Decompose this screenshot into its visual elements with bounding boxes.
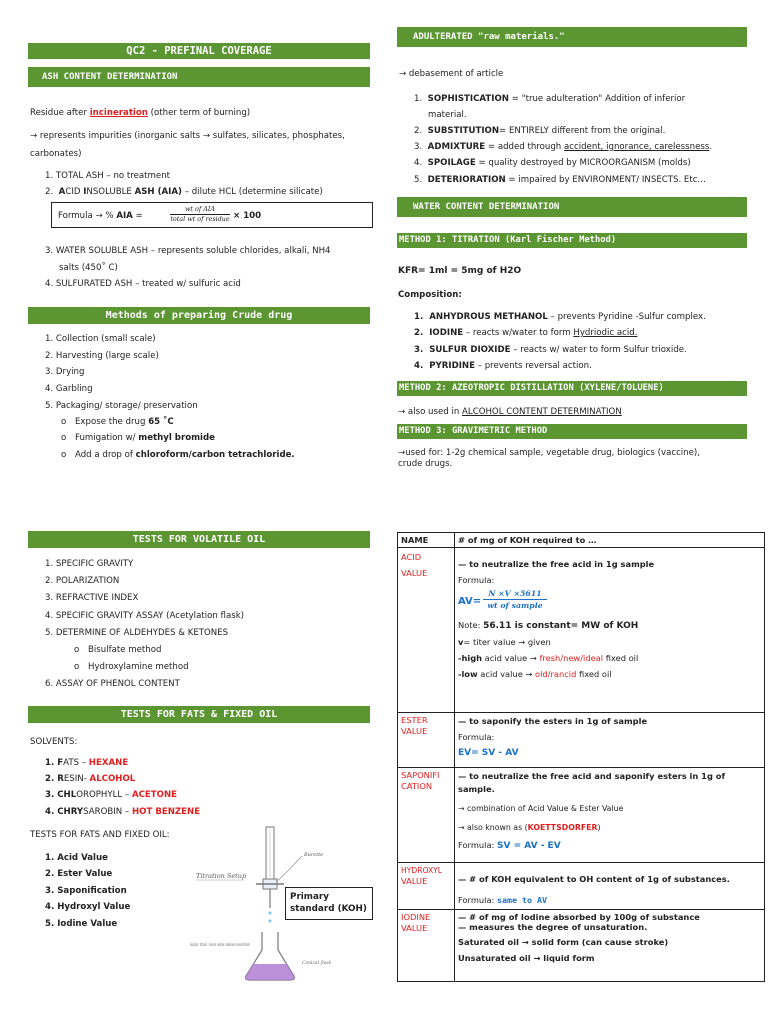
hyd-equation: same to AV (496, 895, 547, 905)
iodine-desc: – reacts w/water to form (463, 328, 574, 338)
bullet-icon: o (74, 645, 80, 655)
item-number: 3. (414, 142, 428, 152)
sap-name-1: SAPONIFI (401, 770, 440, 780)
represents-line-1: → represents impurities (inorganic salts → sulfates, silicates, phosphates, (30, 131, 345, 141)
admixture-term: ADMIXTURE (427, 142, 486, 152)
tests-label: TESTS FOR FATS AND FIXED OIL: (30, 830, 170, 840)
ester-desc-1: — to saponify the esters in 1g of sample (458, 716, 648, 726)
hyd-name-2: VALUE (401, 876, 428, 886)
fat-test-3: 3. Saponification (45, 886, 127, 896)
admixture-end: . (709, 142, 713, 152)
acid-high-end: fixed oil (603, 653, 639, 663)
composition-item-2: 2. IODINE – reacts w/water to form Hydriodic acid. (414, 328, 638, 338)
acid-name-1: ACID (401, 552, 422, 562)
admixture-desc: = added through (485, 142, 564, 152)
acid-v-rest: = titer value → given (463, 637, 551, 647)
admixture-underline: accident, ignorance, carelessness (563, 142, 710, 152)
crude-sub-2 (61, 432, 215, 444)
sulfur-dioxide-term: SULFUR DIOXIDE (429, 345, 511, 355)
fat-test-4: 4. Hydroxyl Value (45, 902, 131, 912)
acid-formula (458, 588, 761, 614)
crude-sub-3-bold: chloroform/carbon tetrachloride. (135, 450, 295, 460)
sap-desc-3-end: ) (597, 823, 601, 832)
crude-item-4: 4. Garbling (45, 384, 93, 394)
volatile-item-3: 3. REFRACTIVE INDEX (45, 593, 139, 603)
header-desc: # of mg of KOH required to … (455, 533, 765, 548)
ash-item-2-cid: CID (65, 187, 84, 197)
koh-values-table (397, 532, 765, 982)
residue-post: (other term of burning) (147, 108, 251, 118)
sap-formula-label: Formula: (458, 840, 497, 850)
hyd-formula (458, 894, 761, 907)
saponification-name (398, 768, 455, 863)
ash-item-3-line-2: salts (450˚ C) (59, 263, 118, 273)
ash-item-3-line-1: 3. WATER SOLUBLE ASH – represents soluble chlorides, alkali, NH4 (45, 246, 331, 256)
item-number: 1. (414, 94, 428, 104)
bullet-icon: o (61, 417, 67, 427)
solvent-4-mid: SAROBIN – (83, 807, 132, 817)
crude-sub-3 (61, 449, 295, 461)
ash-header: ASH CONTENT DETERMINATION (28, 67, 370, 87)
adulterated-item-5 (414, 174, 706, 186)
table-row-hydroxyl (398, 863, 765, 910)
volatile-item-1: 1. SPECIFIC GRAVITY (45, 559, 134, 569)
solvent-3 (45, 789, 177, 801)
volatile-item-2: 2. POLARIZATION (45, 576, 120, 586)
solvent-3-pre: 3. CHL (45, 790, 77, 800)
acid-denominator: wt of sample (487, 601, 543, 610)
crude-sub-1-text: Expose the drug (75, 417, 149, 427)
hydroxyl-desc (455, 863, 765, 910)
item-number: 4. (414, 158, 428, 168)
represents-line-2: carbonates) (30, 149, 82, 159)
acid-note (458, 619, 761, 633)
crude-sub-1-bold: 65 ˚C (148, 417, 174, 427)
iod-desc-2: — measures the degree of unsaturation. (458, 922, 648, 932)
crude-sub-2-text: Fumigation w/ (75, 433, 139, 443)
primary-standard-callout: Primary standard (KOH) (285, 887, 373, 920)
sophistication-desc: = "true adulteration" Addition of inferior (508, 94, 686, 104)
method-2-bar: METHOD 2: AZEOTROPIC DISTILLATION (XYLENE/TOLUENE) (397, 381, 747, 396)
acid-low-line (458, 668, 761, 681)
table-row-iodine (398, 910, 765, 982)
solvent-3-mid: OROPHYLL – (76, 790, 132, 800)
sap-desc-1: — to neutralize the free acid and saponify esters in 1g of (458, 771, 726, 781)
table-header-row (398, 533, 765, 548)
solvent-4 (45, 806, 200, 818)
iod-desc-1: — # of mg of Iodine absorbed by 100g of substance (458, 912, 700, 922)
acid-fraction (483, 588, 547, 611)
ash-item-1: 1. TOTAL ASH – no treatment (45, 171, 171, 181)
page-title: QC2 - PREFINAL COVERAGE (28, 43, 370, 59)
fat-test-2: 2. Ester Value (45, 869, 113, 879)
hydroxyl-name (398, 863, 455, 910)
ash-item-2-nsoluble: NSOLUBLE (86, 187, 135, 197)
solvent-4-pre: 4. CHRY (45, 807, 84, 817)
volatile-item-4: 4. SPECIFIC GRAVITY ASSAY (Acetylation flask) (45, 611, 245, 621)
method-2-note (398, 406, 622, 418)
solvent-1-mid: ATS – (63, 758, 89, 768)
sketch-flask-label: Conical flask (302, 961, 332, 966)
crude-item-2: 2. Harvesting (large scale) (45, 351, 159, 361)
acid-name-2: VALUE (401, 568, 428, 578)
table-row-saponification (398, 768, 765, 863)
deterioration-term: DETERIORATION (427, 175, 506, 185)
water-content-header: WATER CONTENT DETERMINATION (397, 197, 747, 217)
formula-box (51, 202, 373, 228)
ash-item-2-ash: ASH (AIA) (134, 187, 182, 197)
formula-label: Formula → % (58, 211, 117, 221)
alcohol-content: ALCOHOL CONTENT DETERMINATION (462, 407, 622, 417)
bullet-icon: o (61, 433, 67, 443)
residue-line (30, 107, 250, 119)
crude-item-5: 5. Packaging/ storage/ preservation (45, 401, 198, 411)
ash-item-2-rest: – dilute HCL (determine silicate) (181, 187, 323, 197)
ash-item-2-num: 2. (45, 187, 54, 197)
composition-label: Composition: (398, 290, 462, 300)
item-number: 2. (414, 126, 428, 136)
fat-test-5: 5. Iodine Value (45, 919, 118, 929)
formula-eq: = (132, 211, 143, 221)
sap-desc-3 (458, 821, 761, 834)
methanol-term: ANHYDROUS METHANOL (429, 312, 548, 322)
acid-v-line (458, 636, 761, 649)
solvent-3-red: ACETONE (131, 790, 178, 800)
ash-item-2-a: A (58, 187, 66, 197)
debasement-line: → debasement of article (399, 69, 504, 79)
sketch-burette-label: Burette (304, 852, 324, 858)
hyd-desc-1: — # of KOH equivalent to OH content of 1g of substances. (458, 874, 730, 884)
formula-times: × 100 (233, 211, 262, 221)
acid-high-red: fresh/new/ideal (539, 653, 604, 663)
acid-v-bold: v (458, 637, 464, 647)
volatile-sub-2 (74, 661, 189, 673)
solvent-1-pre: 1. F (45, 758, 64, 768)
sap-desc-1b: sample. (458, 784, 495, 794)
volatile-sub-1 (74, 644, 162, 656)
ash-item-4: 4. SULFURATED ASH – treated w/ sulfuric acid (45, 279, 241, 289)
fat-test-1: 1. Acid Value (45, 853, 108, 863)
iod-name-1: IODINE (401, 912, 431, 922)
koettsdorfer-term: KOETTSDORFER (527, 823, 598, 832)
acid-low-red: old/rancid (535, 669, 577, 679)
ash-item-2-i: I (83, 187, 87, 197)
acid-note-pre: Note: (458, 620, 484, 630)
crude-sub-3-text: Add a drop of (75, 450, 136, 460)
iod-desc-4: Unsaturated oil → liquid form (458, 953, 595, 963)
hyd-name-1: HYDROXYL (401, 866, 443, 875)
sap-name-2: CATION (401, 781, 433, 791)
method-3-bar: METHOD 3: GRAVIMETRIC METHOD (397, 424, 747, 439)
spoilage-term: SPOILAGE (427, 158, 476, 168)
sap-equation: SV = AV - EV (496, 841, 561, 851)
solvent-2-mid: ESIN- (63, 774, 90, 784)
pyridine-term: PYRIDINE (429, 361, 475, 371)
fats-header: TESTS FOR FATS & FIXED OIL (28, 706, 370, 723)
acid-low-rest: acid value → (477, 669, 536, 679)
acid-high-line (458, 652, 761, 665)
crude-item-3: 3. Drying (45, 367, 85, 377)
pyridine-desc: – prevents reversal action. (474, 361, 592, 371)
acid-high-rest: acid value → (482, 653, 540, 663)
adulterated-item-4 (414, 157, 691, 169)
acid-note-bold: 56.11 is constant= MW of KOH (483, 621, 639, 631)
acid-value-desc (455, 548, 765, 713)
solvent-2-pre: 2. R (45, 774, 64, 784)
sap-desc-3-pre: → also known as ( (458, 823, 528, 832)
solvent-2-red: ALCOHOL (89, 774, 136, 784)
adulterated-header: ADULTERATED "raw materials." (397, 27, 747, 47)
acid-high-bold: -high (458, 653, 483, 663)
spoilage-desc: = quality destroyed by MICROORGANISM (molds) (475, 158, 691, 168)
adulterated-item-3 (414, 141, 712, 153)
sap-desc-2: → combination of Acid Value & Ester Value (458, 804, 624, 813)
acid-low-bold: -low (458, 669, 478, 679)
solvents-label: SOLVENTS: (30, 737, 78, 747)
saponification-desc (455, 768, 765, 863)
solvent-2 (45, 773, 135, 785)
iod-name-2: VALUE (401, 923, 428, 933)
ester-value-name (398, 713, 455, 768)
method-3-line-2: crude drugs. (398, 459, 453, 469)
acid-formula-label: Formula: (458, 575, 495, 585)
acid-low-end: fixed oil (576, 669, 612, 679)
ester-value-desc (455, 713, 765, 768)
flask-liquid (246, 964, 295, 980)
iodine-name (398, 910, 455, 982)
acid-numerator: N ×V ×5611 (483, 588, 547, 600)
iodine-term: IODINE (429, 328, 464, 338)
formula-denominator: total wt of residue (170, 215, 230, 223)
ester-name-1: ESTER (401, 715, 428, 725)
volatile-oil-header: TESTS FOR VOLATILE OIL (28, 531, 370, 548)
solvent-1 (45, 757, 128, 769)
item-number: 5. (414, 175, 428, 185)
volatile-sub-2-text: Hydroxylamine method (88, 662, 189, 672)
substitution-desc: = ENTIRELY different from the original. (499, 126, 666, 136)
volatile-item-6: 6. ASSAY OF PHENOL CONTENT (45, 679, 180, 689)
residue-pre: Residue after (30, 108, 90, 118)
bullet-icon: o (61, 450, 67, 460)
ester-formula-label: Formula: (458, 732, 495, 742)
iod-desc-3: Saturated oil → solid form (can cause stroke) (458, 937, 669, 947)
substitution-term: SUBSTITUTION (427, 126, 500, 136)
ester-equation: EV= SV - AV (458, 748, 519, 758)
adulterated-item-2 (414, 125, 665, 137)
composition-item-3: 3. SULFUR DIOXIDE – reacts w/ water to form Sulfur trioxide. (414, 345, 687, 355)
hyd-formula-label: Formula: (458, 895, 497, 905)
ash-item-2 (45, 186, 323, 198)
sulfur-dioxide-desc: – reacts w/ water to form Sulfur trioxide. (510, 345, 687, 355)
deterioration-desc: = impaired by ENVIRONMENT/ INSECTS. Etc… (505, 175, 707, 185)
formula-fraction (170, 205, 230, 224)
methanol-desc: – prevents Pyridine -Sulfur complex. (547, 312, 706, 322)
solvent-1-red: HEXANE (88, 758, 129, 768)
iodine-desc (455, 910, 765, 982)
crude-sub-1 (61, 416, 174, 428)
adulterated-item-1 (414, 93, 685, 105)
crude-drug-header: Methods of preparing Crude drug (28, 307, 370, 324)
ester-name-2: VALUE (401, 726, 428, 736)
formula-label-row (58, 210, 143, 222)
acid-av: AV= (458, 596, 482, 607)
kfr-line: KFR= 1ml = 5mg of H2O (398, 266, 522, 276)
acid-desc-1: — to neutralize the free acid in 1g sample (458, 559, 655, 569)
hydriodic-acid: Hydriodic acid. (573, 328, 638, 338)
solvent-4-red: HOT BENZENE (131, 807, 201, 817)
table-row-ester (398, 713, 765, 768)
volatile-item-5: 5. DETERMINE OF ALDEHYDES & KETONES (45, 628, 229, 638)
method-3-line-1: →used for: 1-2g chemical sample, vegetable drug, biologics (vaccine), (398, 448, 700, 458)
sap-formula (458, 839, 761, 853)
sophistication-term: SOPHISTICATION (427, 94, 509, 104)
method-2-pre: → also used in (398, 407, 463, 417)
crude-sub-2-bold: methyl bromide (138, 433, 215, 443)
table-row-acid (398, 548, 765, 713)
header-name: NAME (398, 533, 455, 548)
formula-aia: AIA (116, 211, 133, 221)
incineration-term: incineration (89, 108, 148, 118)
acid-value-name (398, 548, 455, 713)
adulterated-item-1-cont: material. (428, 110, 467, 120)
sketch-title: Titration Setup (196, 872, 247, 880)
sketch-analyte-label: Analyte / titrand – known volume, unknown concentration (189, 942, 251, 947)
composition-item-4: 4. PYRIDINE – prevents reversal action. (414, 361, 592, 371)
formula-numerator: wt of AIA (170, 205, 230, 215)
method-1-bar: METHOD 1: TITRATION (Karl Fischer Method) (397, 233, 747, 248)
crude-item-1: 1. Collection (small scale) (45, 334, 156, 344)
volatile-sub-1-text: Bisulfate method (88, 645, 162, 655)
bullet-icon: o (74, 662, 80, 672)
composition-item-1: 1. ANHYDROUS METHANOL – prevents Pyridine -Sulfur complex. (414, 312, 706, 322)
